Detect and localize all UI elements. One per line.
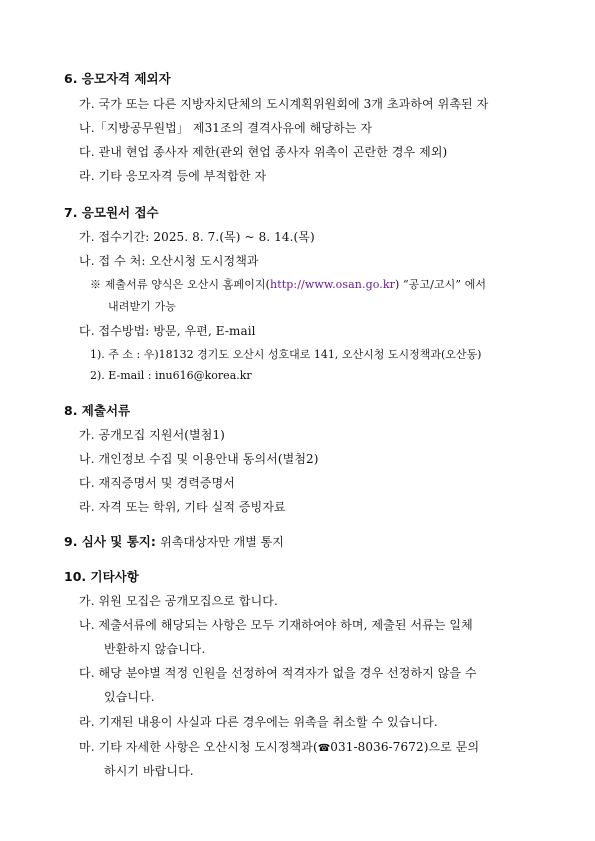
- s10-item-ma-prefix: 마. 기타 자세한 사항은 오산시청 도시정책과(: [79, 740, 318, 754]
- s6-item-ra: 라. 기타 응모자격 등에 부적합한 자: [79, 169, 267, 183]
- homepage-link[interactable]: http://www.osan.go.kr: [270, 278, 395, 291]
- s10-item-ma-cont: 하시기 바랍니다.: [104, 764, 194, 778]
- s10-item-da: 다. 해당 분야별 적정 인원을 선정하여 적격자가 없을 경우 선정하지 않을 수: [79, 666, 477, 680]
- s7-item-na: 나. 접 수 처: 오산시청 도시정책과: [79, 254, 259, 268]
- phone-icon: ☎: [317, 743, 331, 754]
- s7-note: [90, 276, 486, 292]
- s10-item-da-cont: 있습니다.: [104, 690, 155, 704]
- s7-note-prefix: ※ 제출서류 양식은 오산시 홈페이지(: [90, 278, 271, 291]
- s10-item-ga: 가. 위원 모집은 공개모집으로 합니다.: [79, 594, 278, 608]
- s6-item-na: 나.「지방공무원법」 제31조의 결격사유에 해당하는 자: [79, 121, 373, 135]
- s8-item-ga: 가. 공개모집 지원서(별첨1): [79, 428, 225, 442]
- section-6-heading: 6. 응모자격 제외자: [64, 71, 171, 86]
- s10-item-ma-suffix: )으로 문의: [423, 740, 480, 754]
- section-9-heading: [64, 532, 284, 550]
- s6-item-da: 다. 관내 현업 종사자 제한(관외 현업 종사자 위촉이 곤란한 경우 제외): [79, 145, 448, 159]
- s8-item-na: 나. 개인정보 수집 및 이용안내 동의서(별첨2): [79, 452, 319, 466]
- s8-item-ra: 라. 자격 또는 학위, 기타 실적 증빙자료: [79, 500, 286, 514]
- s7-address: 1). 주 소 : 우)18132 경기도 오산시 성호대로 141, 오산시청 도시정책과(오산동): [90, 348, 482, 361]
- s7-item-ga: 가. 접수기간: 2025. 8. 7.(목) ~ 8. 14.(목): [79, 230, 315, 244]
- s6-item-ga: 가. 국가 또는 다른 지방자치단체의 도시계획위원회에 3개 초과하여 위촉된 자: [79, 97, 489, 111]
- s10-item-na-cont: 반환하지 않습니다.: [104, 642, 206, 656]
- s7-item-da: 다. 접수방법: 방문, 우편, E-mail: [79, 324, 256, 338]
- section-9-title: 9. 심사 및 통지:: [64, 534, 156, 549]
- s7-email: 2). E-mail : inu616@korea.kr: [90, 369, 252, 382]
- s8-item-da: 다. 재직증명서 및 경력증명서: [79, 476, 235, 490]
- section-10-heading: 10. 기타사항: [64, 569, 139, 584]
- contact-phone: 031-8036-7672: [330, 740, 424, 754]
- s10-item-ra: 라. 기재된 내용이 사실과 다른 경우에는 위촉을 취소할 수 있습니다.: [79, 715, 438, 729]
- s10-item-na: 나. 제출서류에 해당되는 사항은 모두 기재하여야 하며, 제출된 서류는 일체: [79, 618, 473, 632]
- section-7-heading: 7. 응모원서 접수: [64, 205, 159, 220]
- section-8-heading: 8. 제출서류: [64, 403, 131, 418]
- s7-note-suffix: ) “공고/고시” 에서: [394, 278, 487, 291]
- s7-note-continued: 내려받기 가능: [108, 300, 176, 313]
- s10-item-ma: [79, 738, 479, 755]
- section-9-text: 위촉대상자만 개별 통지: [160, 535, 284, 549]
